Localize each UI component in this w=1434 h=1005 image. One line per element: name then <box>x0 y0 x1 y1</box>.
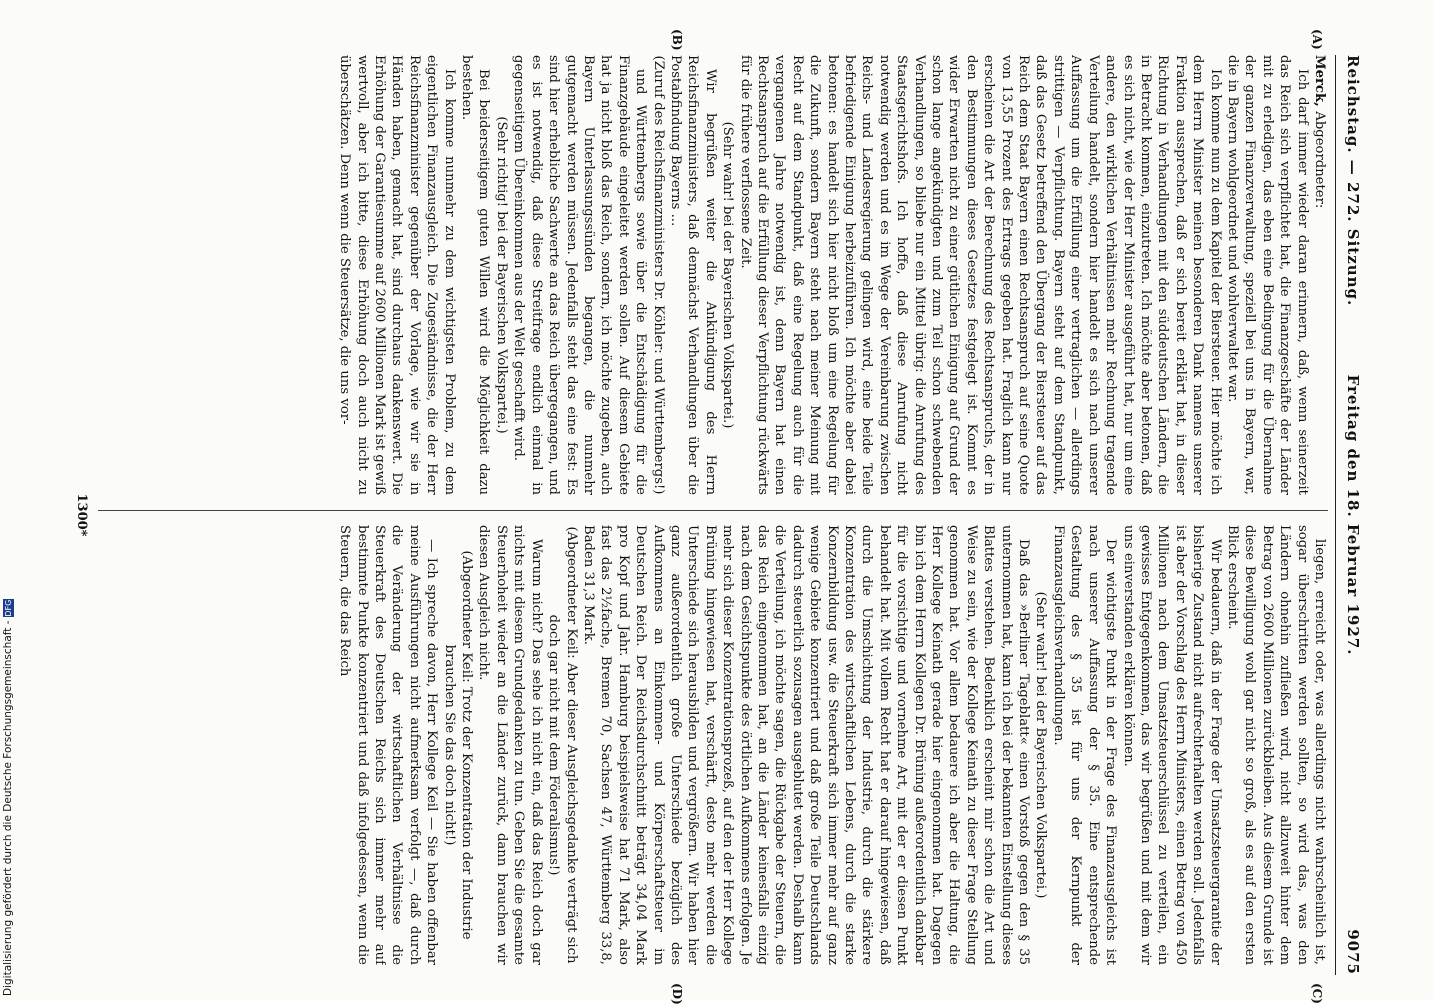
right-column-paragraph: — Ich spreche davon, Herr Kollege Keil — Sie haben offenbar meine Ausführungen nicht aufmerksam verfolgt —, daß durch die Veränderung der wirtschaftlichen Verhältnisse die Steuerkraft des Deutschen Reichs sich immer mehr auf bestimmte Punkte konzentriert und daß infolgedessen, wenn die Steuern, die das Reich <box>337 525 440 965</box>
left-text-column <box>98 55 1328 495</box>
funding-note <box>2 596 14 996</box>
page-header <box>1338 55 1364 975</box>
dfg-logo-icon: DFG <box>3 599 13 617</box>
left-column-interjection: (Sehr wahr! bei der Bayerischen Volkspartei.) <box>720 121 736 429</box>
right-column-paragraph: Daß das »Berliner Tageblatt« einen Vorstoß gegen den § 35 unternommen hat, kann ich bei der bekannten Einstellung dieses Blattes verstehen. Bedenklich erscheint mir schon die Art und Weise zu sein, wie der Kollege Keinath zu dieser Frage Stellung genommen hat. Vor allem bedauere ich aber die Haltung, die Herr Kollege Keinath gerade hier eingenommen hat. Dagegen bin ich dem Herrn Kollegen Dr. Brüning außerordentlich dankbar für die vorsichtige und vornehme Art, mit der er diesen Punkt behandelt hat. Mit vollem Recht hat er darauf hingewiesen, daß durch die Umschichtung der Industrie, durch die stärkere Konzentration des wirtschaftlichen Lebens, durch die starke Konzernbildung usw. die Steuerkraft sich immer mehr auf ganz wenige Gebiete konzentriert und daß große Teile Deutschlands dadurch steuerlich sozusagen ausgeblutet werden. Deshalb kann die Verteilung, ich möchte sagen, die Rückgabe der Steuern, die das Reich eingenommen hat, an die Länder keinesfalls einzig nach dem Gesichtspunkte des örtlichen Aufkommens erfolgen. Je mehr sich dieser Konzentrationsprozeß, auf den der Herr Kollege Brüning hingewiesen hat, verschärft, desto mehr werden die Unterschiede sich herausbilden und vergrößern. Wir haben hier ganz außerordentlich große Unterschiede bezüglich des Aufkommens an Einkommen- und Körperschaftsteuer im Deutschen Reich. Der Reichsdurchschnitt beträgt 34,04 Mark pro Kopf und Jahr. Hamburg beispielsweise hat 71 Mark, also fast das 2½fache, Bremen 70, Sachsen 47, Württemberg 33,8, Baden 31,3 Mark. <box>580 525 1032 965</box>
right-column-interjection: (Sehr wahr! bei der Bayerischen Volkspartei.) <box>1033 591 1049 899</box>
left-column-paragraph: Ich darf immer wieder daran erinnern, daß, wenn seinerzeit das Reich sich verpflichtet hat, die Finanzgeschäfte der Länder mit zu erledigen, das eben eine Bedingung für die Übernahme der ganzen Finanzverwaltung, speziell bei uns in Bayern, war, die in Bayern wohlgeordnet und wohlverwaltet war. <box>1224 55 1310 495</box>
right-column-interjection: (Abgeordneter Keil: Aber dieser Ausgleichsgedanke verträgt sich doch gar nicht mit dem Föderalismus!) <box>546 526 579 964</box>
header-date: Freitag den 18. Februar 1927. <box>1344 374 1362 656</box>
rotated-page-content <box>74 29 1364 1005</box>
left-column-interjection: (Sehr richtig! bei der Bayerischen Volkspartei.) <box>493 116 509 434</box>
right-text-column <box>98 525 1328 965</box>
right-column-paragraph: Warum nicht? Das sehe ich nicht ein, daß das Reich doch gar nichts mit diesem Grundgedanken zu tun. Geben Sie die gesamte Steuerhoheit wieder an die Länder zurück, dann brauchen wir diesen Ausgleich nicht. <box>476 525 544 965</box>
left-column-paragraph: und Württembergs sowie über die Entschädigung für die Finanzgebäude eingeleitet werden sollen. Auf diesem Gebiete hat ja nicht bloß das Reich, sondern, ich möchte zugeben, auch Bayern Unterlassungssünden begangen, die nunmehr gutgemacht werden müssen. Jedenfalls steht das eine fest: Es sind hier erhebliche Sachwerte an das Reich übergegangen, und es ist notwendig, daß diese Streitfrage endlich einmal in gegenseitigem Übereinkommen aus der Welt geschafft wird. <box>511 55 649 495</box>
right-column-interjection: (Abgeordneter Keil: Trotz der Konzentration der Industrie brauchen Sie das doch nicht!) <box>441 550 475 940</box>
left-column-paragraph: Wir begrüßen weiter die Ankündigung des Herrn Reichsfinanzministers, daß demnächst Verhandlungen über die Postabfindung Bayerns ... <box>667 55 718 495</box>
header-left: Reichstag. — 272. Sitzung. <box>1344 55 1362 307</box>
column-divider <box>98 510 1328 511</box>
left-column-interjection: (Zuruf des Reichsfinanzministers Dr. Köhler: und Württembergs!) <box>650 55 666 495</box>
left-column-paragraph: Ich komme nun zu dem Kapitel der Biersteuer. Hier möchte ich dem Herrn Minister meinen besonderen Dank namens unserer Fraktion aussprechen, daß er sich bereit erklärt hat, in dieser Richtung in Verhandlungen mit den süddeutschen Ländern, die in Betracht kommen, einzutreten. Ich möchte aber betonen, daß es sich nicht, wie der Herr Minister ausgeführt hat, nur um eine andere, den wirklichen Verhältnissen mehr Rechnung tragende Verteilung handelt, sondern hier handelt es sich nach unserer Auffassung um die Erfüllung einer vertraglichen — allerdings strittigen — Verpflichtung. Bayern steht auf dem Standpunkt, daß das Gesetz betreffend den Übergang der Biersteuer auf das Reich dem Staat Bayern einen Rechtsanspruch auf seine Quote von 13,55 Prozent des Ertrags gegeben hat. Fraglich kann nur erscheinen die Art der Berechnung des Rechtsanspruchs, der in den Bestimmungen dieses Gesetzes festgelegt ist. Kommt es wider Erwarten nicht zu einer gütlichen Einigung auf Grund der schon lange angekündigten und zum Teil schon schwebenden Verhandlungen, so bliebe nur ein Mittel übrig: die Anrufung des Staatsgerichtshofs. Ich hoffe, daß diese Anrufung nicht notwendig werden und es im Wege der Vereinbarung zwischen Reichs- und Landesregierung gelingen wird, eine beide Teile befriedigende Einigung herbeizuführen. Ich möchte aber dabei betonen: es handelt sich hier nicht bloß um eine Regelung für die Zukunft, sondern Bayern steht nach meiner Meinung mit Recht auf dem Standpunkt, daß eine Regelung auch für die vergangenen Jahre notwendig ist, denn Bayern hat einen Rechtsanspruch auf die Erfüllung dieser Verpflichtung rückwärts für die frühere verflossene Zeit. <box>737 55 1223 495</box>
page-footer-code: 1300* <box>74 493 89 537</box>
left-column-paragraph: Bei beiderseitigem guten Willen wird die Möglichkeit dazu bestehen. <box>459 55 492 495</box>
margin-mark-b: (B) <box>670 29 684 51</box>
margin-mark-c: (C) <box>1310 983 1324 1004</box>
page-number: 9075 <box>1344 929 1362 975</box>
speaker-role: Abgeordneter: <box>1312 111 1327 209</box>
right-column-paragraph: Wir bedauern, daß in der Frage der Umsatzsteuergarantie der bisherige Zustand nicht aufrechterhalten werden soll. Jedenfalls ist aber der Vorschlag des Herrn Ministers, einen Betrag von 450 Millionen nach dem Umsatzsteuerschlüssel zu verteilen, ein gewisses Entgegenkommen, das wir begrüßen und mit dem wir uns einverstanden erklären können. <box>1120 525 1223 965</box>
margin-mark-d: (D) <box>670 983 684 1005</box>
speaker-name: Merck, <box>1312 55 1327 112</box>
header-rule <box>1335 55 1336 975</box>
left-column-speaker-line <box>1311 55 1328 495</box>
left-column-paragraph: Ich komme nunmehr zu dem wichtigsten Problem, zu dem eigentlichen Finanzausgleich. Die Zugeständnisse, die der Herr Reichsfinanzminister gegenüber der Vorlage, wie wir sie in Händen haben, gemacht hat, sind durchaus dankenswert. Die Erhöhung der Garantiesumme auf 2600 Millionen Mark ist gewiß wertvoll, aber ich bitte, diese Erhöhung doch auch nicht zu überschätzen. Denn wenn die Steuersätze, die uns vor- <box>337 55 457 495</box>
right-column-paragraph: Der wichtigste Punkt in der Frage des Finanzausgleichs ist nach unserer Auffassung der § 35. Eine entsprechende Gestaltung des § 35 ist für uns der Kernpunkt der Finanzausgleichsverhandlungen. <box>1050 525 1119 965</box>
margin-mark-a: (A) <box>1310 29 1324 50</box>
funding-note-text: Digitalisierung gefördert durch die Deutsche Forschungsgemeinschaft - <box>2 620 14 996</box>
right-column-paragraph: liegen, erreicht oder, was allerdings nicht wahrscheinlich ist, sogar überschritten werden sollten, so wird das, was den Ländern ohnehin zufließen wird, nicht allzuweit hinter dem Betrag von 2600 Millionen zurückbleiben. Aus diesem Grunde ist diese Bewilligung wohl gar nicht so groß, als es auf den ersten Blick erscheint. <box>1224 525 1327 965</box>
